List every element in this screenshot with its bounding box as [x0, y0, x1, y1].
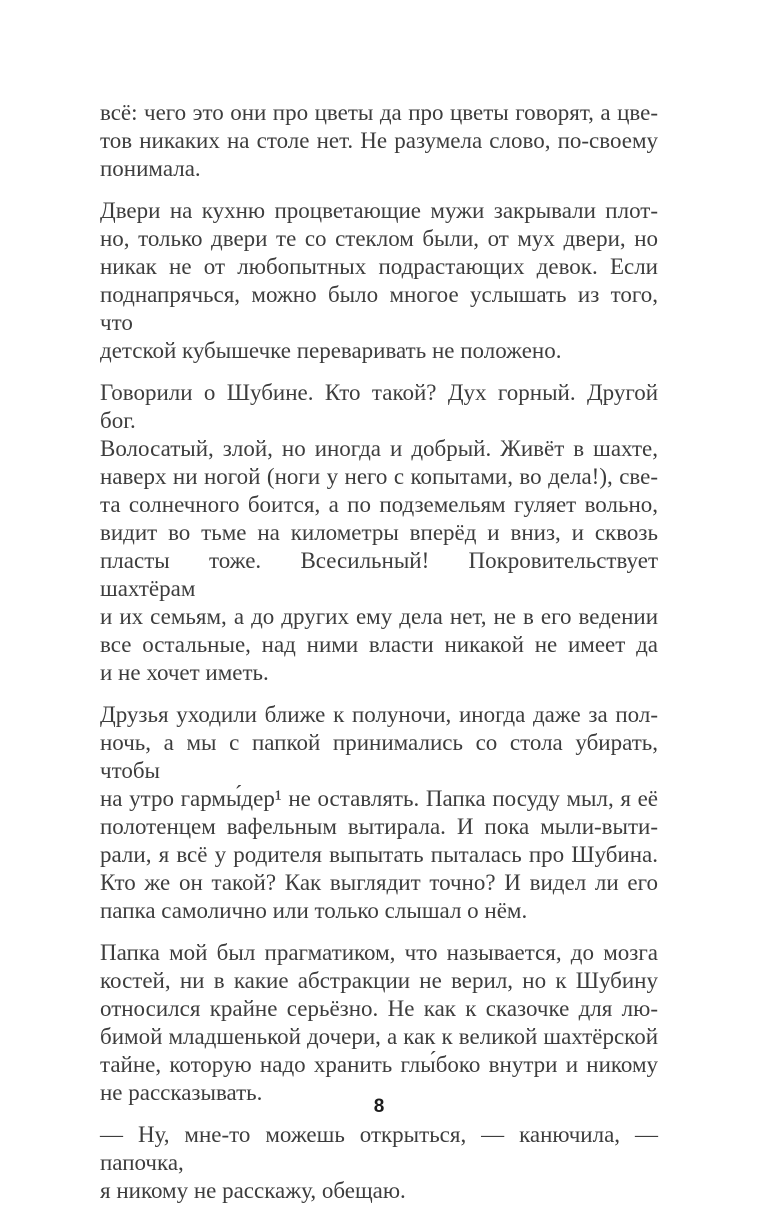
- paragraph: [100, 379, 658, 687]
- text-line: и их семьям, а до других ему дела нет, не в его ведении: [100, 604, 658, 629]
- text-line: костей, ни в какие абстракции не верил, но к Шубину: [100, 968, 658, 993]
- text-line: папка самолично или только слышал о нём.: [100, 898, 528, 923]
- text-line: пласты тоже. Всесильный! Покровительствует шахтёрам: [100, 548, 658, 601]
- text-line: не рассказывать.: [100, 1080, 263, 1105]
- text-block: [100, 99, 658, 1219]
- text-line: понимала.: [100, 156, 201, 181]
- text-line: но, только двери те со стеклом были, от мух двери, но: [100, 226, 658, 251]
- text-line: всё: чего это они про цветы да про цветы говорят, а цве-: [100, 100, 658, 125]
- text-line: рали, я всё у родителя выпытать пыталась про Шубина.: [100, 842, 658, 867]
- text-line: Папка мой был прагматиком, что называется, до мозга: [100, 940, 658, 965]
- text-line: ночь, а мы с папкой принимались со стола убирать, чтобы: [100, 730, 658, 783]
- paragraph: [100, 701, 658, 925]
- text-line: никак не от любопытных подрастающих девок. Если: [100, 254, 658, 279]
- text-line: та солнечного боится, а по подземельям гуляет вольно,: [100, 492, 658, 517]
- text-line: на утро гармы́дер¹ не оставлять. Папка посуду мыл, я её: [100, 786, 658, 811]
- text-line: все остальные, над ними власти никакой не имеет да: [100, 632, 658, 657]
- text-line: я никому не расскажу, обещаю.: [100, 1178, 406, 1203]
- text-line: бимой младшенькой дочери, а как к великой шахтёрской: [100, 1024, 658, 1049]
- text-line: Двери на кухню процветающие мужи закрывали плот-: [100, 198, 658, 223]
- paragraph: [100, 197, 658, 365]
- text-line: поднапрячься, можно было многое услышать из того, что: [100, 282, 658, 335]
- text-line: Говорили о Шубине. Кто такой? Дух горный. Другой бог.: [100, 380, 658, 433]
- text-line: детской кубышечке переваривать не положено.: [100, 338, 562, 363]
- text-line: и не хочет иметь.: [100, 660, 269, 685]
- text-line: Друзья уходили ближе к полуночи, иногда даже за пол-: [100, 702, 658, 727]
- text-line: Волосатый, злой, но иногда и добрый. Живёт в шахте,: [100, 436, 658, 461]
- text-line: Кто же он такой? Как выглядит точно? И видел ли его: [100, 870, 658, 895]
- text-line: относился крайне серьёзно. Не как к сказочке для лю-: [100, 996, 658, 1021]
- paragraph: [100, 939, 658, 1107]
- page-number: 8: [373, 1096, 385, 1117]
- text-line: видит во тьме на километры вперёд и вниз, и сквозь: [100, 520, 658, 545]
- paragraph: [100, 99, 658, 183]
- text-line: тов никаких на столе нет. Не разумела слово, по-своему: [100, 128, 658, 153]
- text-line: тайне, которую надо хранить глы́боко внутри и никому: [100, 1052, 658, 1077]
- text-line: полотенцем вафельным вытирала. И пока мыли-выти-: [100, 814, 658, 839]
- text-line: наверх ни ногой (ноги у него с копытами, во дела!), све-: [100, 464, 658, 489]
- text-line: — Ну, мне-то можешь открыться, — канючила, — папочка,: [100, 1122, 658, 1175]
- paragraph: [100, 1121, 658, 1205]
